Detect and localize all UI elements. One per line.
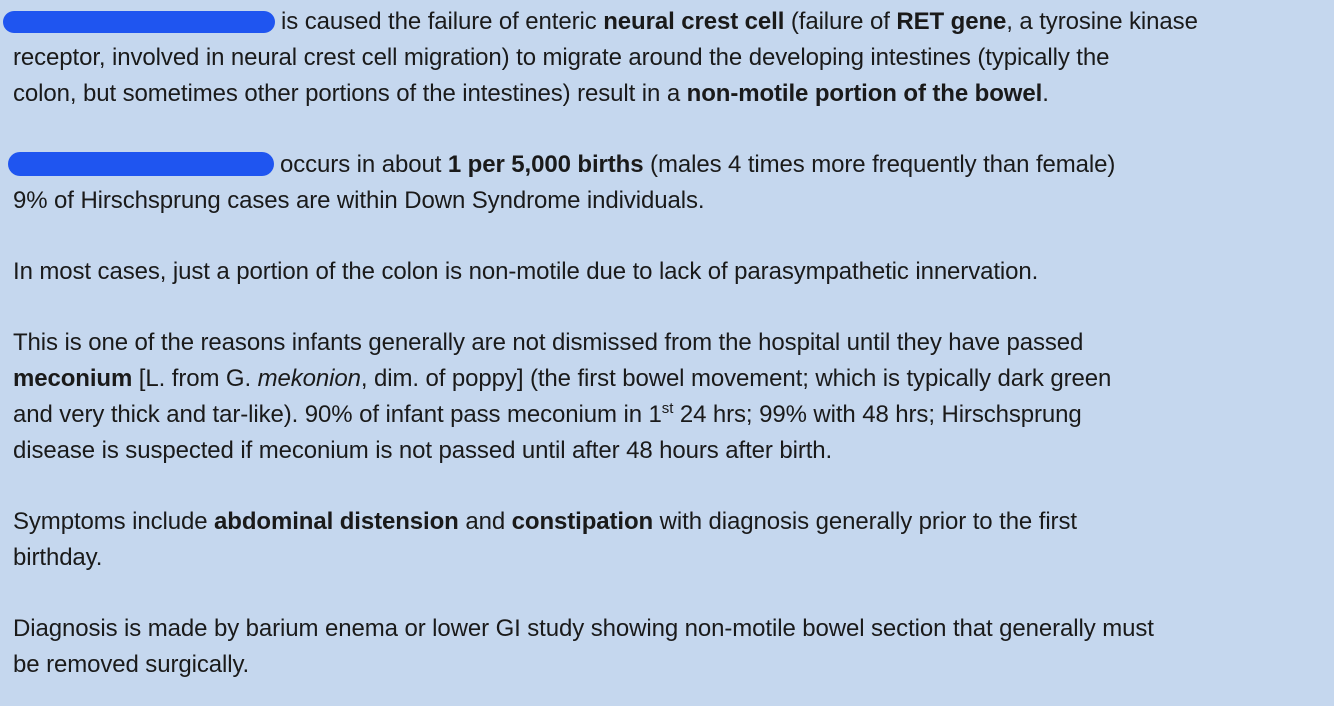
text-line: meconium [L. from G. mekonion, dim. of poppy] (the first bowel movement; which is typically dark green xyxy=(13,365,1112,392)
term-abdominal-distension: abdominal distension xyxy=(214,508,459,535)
text-line: be removed surgically. xyxy=(13,651,250,678)
text-line: receptor, involved in neural crest cell migration) to migrate around the developing intestines (typically the xyxy=(13,44,1110,71)
term-birth-rate: 1 per 5,000 births xyxy=(447,151,644,178)
paragraph-portion xyxy=(13,254,1326,290)
redaction-mark xyxy=(3,11,275,33)
ordinal-suffix: st xyxy=(661,400,674,417)
term-non-motile-bowel: non-motile portion of the bowel xyxy=(686,80,1043,107)
term-meconium: meconium xyxy=(13,365,133,392)
paragraph-meconium xyxy=(13,325,1326,469)
text-line: is caused the failure of enteric neural crest cell (failure of RET gene, a tyrosine kinase xyxy=(13,4,1326,40)
text-line: 9% of Hirschsprung cases are within Down Syndrome individuals. xyxy=(13,187,705,214)
paragraph-diagnosis xyxy=(13,611,1326,683)
text-line: occurs in about 1 per 5,000 births (males 4 times more frequently than female) xyxy=(13,147,1326,183)
paragraph-cause xyxy=(13,4,1326,112)
term-neural-crest-cell: neural crest cell xyxy=(603,8,785,35)
text-line: In most cases, just a portion of the colon is non-motile due to lack of parasympathetic innervation. xyxy=(13,258,1039,285)
paragraph-symptoms xyxy=(13,504,1326,576)
text-line: Diagnosis is made by barium enema or lower GI study showing non-motile bowel section that generally must xyxy=(13,615,1154,642)
redaction-mark xyxy=(8,152,274,176)
text-line: This is one of the reasons infants generally are not dismissed from the hospital until they have passed xyxy=(13,329,1084,356)
text-line: and very thick and tar-like). 90% of infant pass meconium in 1st 24 hrs; 99% with 48 hrs; Hirschsprung xyxy=(13,400,1082,428)
text-line: birthday. xyxy=(13,544,103,571)
text-line: Symptoms include abdominal distension and constipation with diagnosis generally prior to the first xyxy=(13,508,1077,535)
text-line: disease is suspected if meconium is not passed until after 48 hours after birth. xyxy=(13,437,833,464)
term-ret-gene: RET gene xyxy=(896,8,1007,35)
term-mekonion: mekonion xyxy=(257,365,361,392)
paragraph-incidence xyxy=(13,147,1326,219)
text-line: colon, but sometimes other portions of the intestines) result in a non-motile portion of the bowel. xyxy=(13,80,1049,107)
term-constipation: constipation xyxy=(511,508,654,535)
